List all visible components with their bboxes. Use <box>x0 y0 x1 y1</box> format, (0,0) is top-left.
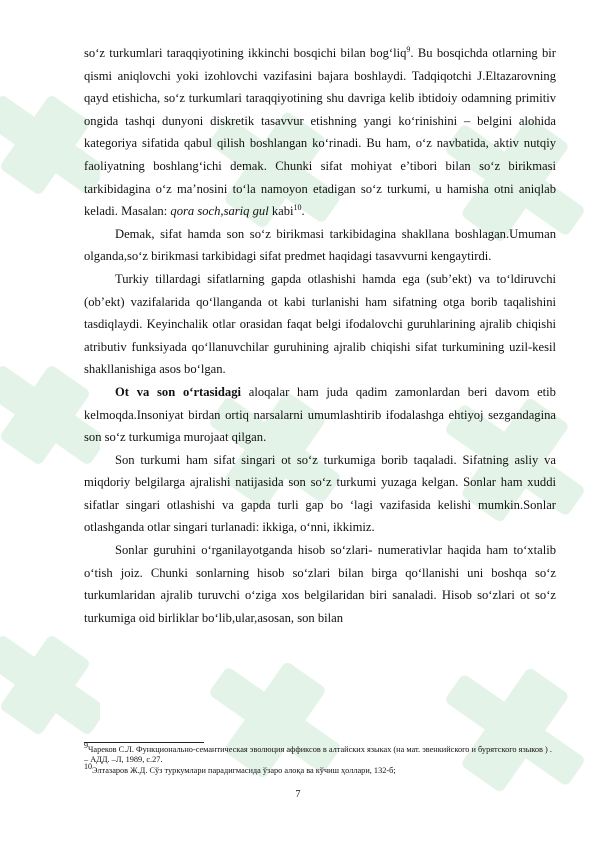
paragraph <box>84 42 556 223</box>
italic-example: qora soch,sariq gul <box>170 204 269 219</box>
page-number: 7 <box>295 789 301 800</box>
footnote-separator <box>84 742 204 743</box>
footnote-text: Чареков С.Л. Функционально-семантическая эволюция аффиксов в алтайских языках (на мат. эвенкийского и бурятского языков ) . – АДД. –Л, 1989, с.27. <box>84 745 552 765</box>
text-run: kabi <box>268 204 294 219</box>
footnote-reference: 9 <box>406 44 411 54</box>
text-run: aloqalar ham juda qadim zamonlardan beri davom etib kelmoqda.Insoniyat birdan ortiq narsalarni umumlashtirib ifodalashga ehtiyoj sezgandagina son so‘z turkumiga murojaat qilgan. <box>84 384 556 445</box>
text-run: Sonlar guruhini o‘rganilayotganda hisob so‘zlari- numerativlar haqida ham to‘xtalib o‘tish joiz. Chunki sonlarning hisob so‘zlari bilan birga qo‘llanishi uni boshqa so‘z turkumlaridan ajralib turuvchi o‘ziga xos belgilaridan biri sanaladi. Hisob so‘zlari ot so‘z turkumiga oid birliklar bo‘lib,ular,asosan, son bilan <box>84 543 556 625</box>
bold-term: Ot va son o‘rtasidagi <box>115 384 242 399</box>
text-run: Turkiy tillardagi sifatlarning gapda otlashishi hamda ega (sub’ekt) va to‘ldiruvchi (ob’ekt) vazifalarida qo‘llanganda ot kabi turlanishi ham sifatning otga borib taqalishini tasdiqlaydi. Keyinchalik otlar orasidan faqat belgi ifodalovchi guruhlarining ajralib chiqishi atributiv funksiyada qo‘llanuvchilar guruhining ajralib chiqishi sifat turkumining uzil-kesil shakllanishiga asos bo‘lgan. <box>84 271 556 377</box>
paragraph <box>84 539 556 629</box>
text-run: Son turkumi ham sifat singari ot so‘z turkumiga borib taqaladi. Sifatning asliy va miqdoriy belgilarga ajralishi natijasida son so‘z turkumi yuzaga kelgan. Sonlar ham xuddi sifatlar singari otlashishi va gapda turli gap bo ‘lagi vazifasida kelishi mumkin.Sonlar otlashganda otlar singari turlanadi: ikkiga, o‘nni, ikkimiz. <box>84 452 556 535</box>
body-text <box>84 42 556 629</box>
text-run: Demak, sifat hamda son so‘z birikmasi tarkibidagina shakllana boshlagan.Umuman olganda,so‘z birikmasi tarkibidagi sifat predmet haqidagi tasavvurni kengaytirdi. <box>84 226 556 264</box>
paragraph <box>84 449 556 539</box>
footnote-text: Элтазаров Ж.Д. Сўз туркумлари парадигмасида ўзаро алоқа ва кўчиш ҳоллари, 132-б; <box>92 766 396 775</box>
paragraph <box>84 381 556 449</box>
text-run: . Bu bosqichda otlarning bir qismi aniqlovchi yoki izohlovchi vazifasini bajara boshlaydi. Tadqiqotchi J.Eltazarovning qayd etishicha, so‘z turkumlari taraqqiyotining shu davriga kelib ibtidoiy odamning primitiv ongida tashqi dunyoni diskretik tasavvur etishning yangi ko‘rinishini – belgini alohida kategoriya sifatida qabul qilish boshlangan ko‘rinadi. Bu ham, o‘z navbatida, aktiv nutqiy faoliyatning boshlang‘ichi demak. Chunki sifat mohiyat e’tibori bilan so‘z birikmasi tarkibidagina o‘z ma’nosini to‘la namoyon etadigan so‘z turkumi, u hamisha otni aniqlab keladi. Masalan: <box>84 46 556 219</box>
footnote-mark: 9 <box>84 741 88 751</box>
footnote-mark: 10 <box>84 762 92 772</box>
text-run: so‘z turkumlari taraqqiyotining ikkinchi bosqichi bilan bog‘liq <box>84 46 407 60</box>
text-run: . <box>301 204 305 219</box>
paragraph <box>84 223 556 268</box>
footnote-reference: 10 <box>293 202 302 212</box>
footnote-9 <box>84 741 556 766</box>
footnote-10 <box>84 762 556 776</box>
paragraph <box>84 268 556 381</box>
watermark-pdf-logo-icon <box>210 630 340 810</box>
